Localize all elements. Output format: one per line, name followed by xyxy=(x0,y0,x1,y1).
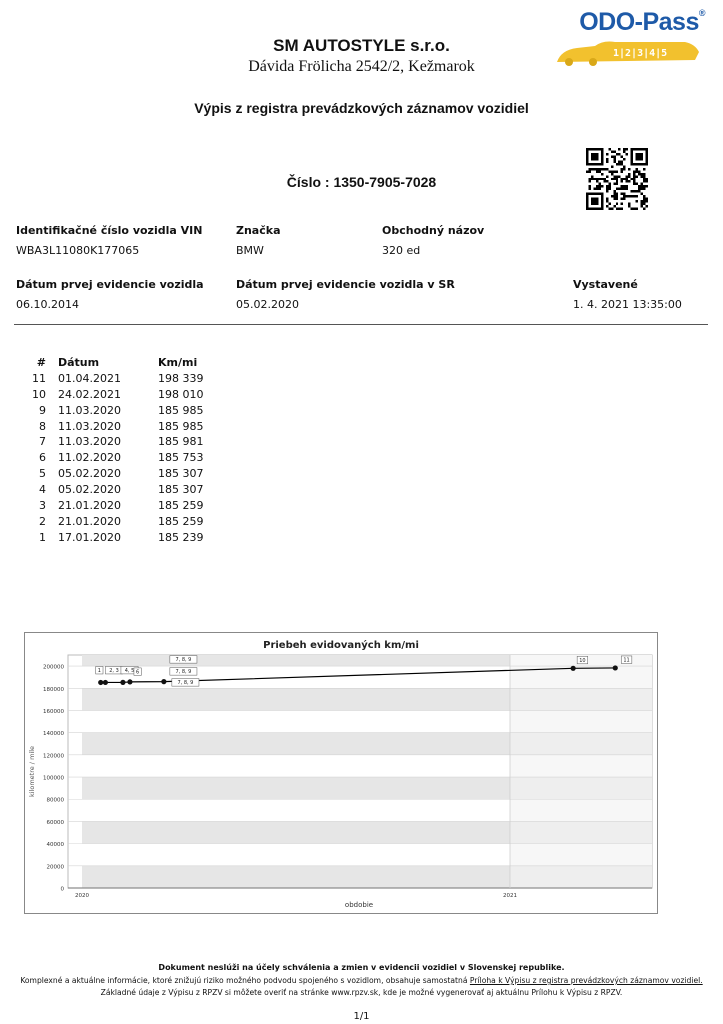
data-point xyxy=(161,679,166,684)
company-name: SM AUTOSTYLE s.r.o. xyxy=(273,36,450,55)
company-address: Dávida Frölicha 2542/2, Kežmarok xyxy=(248,58,475,75)
row-number: 4 xyxy=(39,483,46,497)
row-number: 5 xyxy=(39,467,46,481)
grid-band xyxy=(82,777,510,799)
point-label: 7, 8, 9 xyxy=(177,680,194,687)
data-point xyxy=(98,680,103,685)
row-date: 05.02.2020 xyxy=(58,467,121,481)
document-number: Číslo : 1350-7905-7028 xyxy=(286,174,437,190)
y-tick-label: 120000 xyxy=(43,753,64,760)
y-tick-label: 200000 xyxy=(43,664,64,671)
point-label: 6 xyxy=(136,669,140,676)
footer-verify: Základné údaje z Výpisu z RPZV si môžete overiť na stránke www.rpzv.sk, kde je možné vygenerovať aj aktuálnu Prílohu k Výpisu z RPZV. xyxy=(100,988,623,997)
point-label: 4, 5 xyxy=(124,667,135,674)
point-label: 7, 8, 9 xyxy=(175,657,192,664)
table-row xyxy=(28,387,228,403)
row-date: 11.03.2020 xyxy=(58,419,121,433)
brand-value: BMW xyxy=(236,244,264,257)
table-row xyxy=(28,514,228,530)
data-point xyxy=(103,680,108,685)
row-km: 185 985 xyxy=(158,403,204,417)
logo-text: ODO-Pass® xyxy=(579,8,705,36)
row-km: 198 010 xyxy=(158,387,204,401)
row-km: 185 753 xyxy=(158,451,204,465)
table-row xyxy=(28,530,228,546)
brand-label: Značka xyxy=(236,224,281,237)
row-km: 185 307 xyxy=(158,467,204,481)
table-row xyxy=(28,434,228,450)
table-row xyxy=(28,450,228,466)
point-label: 2, 3 xyxy=(109,668,119,675)
y-tick-label: 40000 xyxy=(46,842,64,849)
row-number: 8 xyxy=(39,419,46,433)
odo-pass-logo xyxy=(555,8,715,66)
row-date: 21.01.2020 xyxy=(58,514,121,528)
logo-digits: 1|2|3|4|5 xyxy=(613,48,668,59)
row-km: 185 259 xyxy=(158,514,204,528)
row-date: 11.02.2020 xyxy=(58,451,121,465)
row-km: 185 981 xyxy=(158,435,204,449)
point-label: 7, 8, 9 xyxy=(175,669,192,676)
table-row xyxy=(28,403,228,419)
table-row xyxy=(28,482,228,498)
document-title: Výpis z registra prevádzkových záznamov vozidiel xyxy=(194,100,529,116)
point-label: 10 xyxy=(579,657,586,664)
row-number: 7 xyxy=(39,435,46,449)
vin-label: Identifikačné číslo vozidla VIN xyxy=(16,224,203,237)
first-registration-value: 06.10.2014 xyxy=(16,298,79,311)
row-km: 198 339 xyxy=(158,371,204,385)
row-date: 24.02.2021 xyxy=(58,387,121,401)
row-date: 11.03.2020 xyxy=(58,403,121,417)
x-axis-label: obdobie xyxy=(344,901,374,909)
row-number: 1 xyxy=(39,530,46,544)
row-number: 3 xyxy=(39,499,46,513)
row-number: 9 xyxy=(39,403,46,417)
row-km: 185 239 xyxy=(158,530,204,544)
row-number: 10 xyxy=(32,387,46,401)
row-date: 21.01.2020 xyxy=(58,499,121,513)
data-point xyxy=(127,679,132,684)
issued-value: 1. 4. 2021 13:35:00 xyxy=(573,298,682,311)
chart-title: Priebeh evidovaných km/mi xyxy=(263,640,419,651)
mileage-chart xyxy=(24,632,658,914)
first-registration-label: Dátum prvej evidencie vozidla xyxy=(16,278,204,291)
grid-band xyxy=(82,866,510,888)
trade-name-value: 320 ed xyxy=(382,244,421,257)
grid-band xyxy=(510,866,652,888)
table-row xyxy=(28,466,228,482)
table-row xyxy=(28,371,228,387)
row-km: 185 985 xyxy=(158,419,204,433)
first-registration-sr-value: 05.02.2020 xyxy=(236,298,299,311)
data-point xyxy=(613,665,618,670)
point-label: 1 xyxy=(97,668,101,675)
row-number: 6 xyxy=(39,451,46,465)
y-tick-label: 0 xyxy=(60,886,64,893)
row-number: 11 xyxy=(32,371,46,385)
y-tick-label: 80000 xyxy=(46,797,64,804)
col-km-header: Km/mi xyxy=(158,356,198,369)
grid-band xyxy=(82,655,510,666)
odometer-table xyxy=(28,355,228,546)
y-tick-label: 20000 xyxy=(46,864,64,871)
grid-band xyxy=(82,733,510,755)
col-number-header: # xyxy=(36,356,46,369)
grid-band xyxy=(82,688,510,710)
grid-band xyxy=(510,733,652,755)
row-date: 01.04.2021 xyxy=(58,371,121,385)
grid-band xyxy=(82,821,510,843)
car-icon xyxy=(555,38,705,68)
issued-label: Vystavené xyxy=(573,278,638,291)
y-tick-label: 100000 xyxy=(43,775,64,782)
x-tick-label: 2020 xyxy=(75,893,89,899)
col-date-header: Dátum xyxy=(58,356,100,369)
y-tick-label: 140000 xyxy=(43,731,64,738)
row-number: 2 xyxy=(39,514,46,528)
y-tick-label: 160000 xyxy=(43,708,64,715)
first-registration-sr-label: Dátum prvej evidencie vozidla v SR xyxy=(236,278,455,291)
divider xyxy=(14,324,708,325)
qr-code-icon xyxy=(586,148,648,210)
y-tick-label: 180000 xyxy=(43,686,64,693)
table-row xyxy=(28,419,228,435)
footer-disclaimer: Dokument neslúži na účely schválenia a zmien v evidencii vozidiel v Slovenskej republike. xyxy=(158,963,565,972)
attachment-link[interactable]: Príloha k Výpisu z registra prevádzkových záznamov vozidiel. xyxy=(469,976,703,985)
y-axis-label: kilometre / míle xyxy=(28,745,36,798)
grid-band xyxy=(510,777,652,799)
row-km: 185 259 xyxy=(158,499,204,513)
footer-info: Komplexné a aktuálne informácie, ktoré znižujú riziko možného podvodu spojeného s vozidlom, obsahuje samostatná Príloha k Výpisu z registra prevádzkových záznamov vozidiel. xyxy=(20,976,703,985)
table-row xyxy=(28,498,228,514)
row-date: 05.02.2020 xyxy=(58,483,121,497)
page-number: 1/1 xyxy=(353,1011,370,1022)
table-header xyxy=(28,355,228,371)
y-tick-label: 60000 xyxy=(46,819,64,826)
grid-band xyxy=(510,821,652,843)
point-label: 11 xyxy=(623,657,630,664)
grid-band xyxy=(510,688,652,710)
data-point xyxy=(120,680,125,685)
row-date: 17.01.2020 xyxy=(58,530,121,544)
row-km: 185 307 xyxy=(158,483,204,497)
trade-name-label: Obchodný názov xyxy=(382,224,485,237)
x-tick-label: 2021 xyxy=(503,893,517,899)
vin-value: WBA3L11080K177065 xyxy=(16,244,140,257)
data-point xyxy=(571,666,576,671)
row-date: 11.03.2020 xyxy=(58,435,121,449)
